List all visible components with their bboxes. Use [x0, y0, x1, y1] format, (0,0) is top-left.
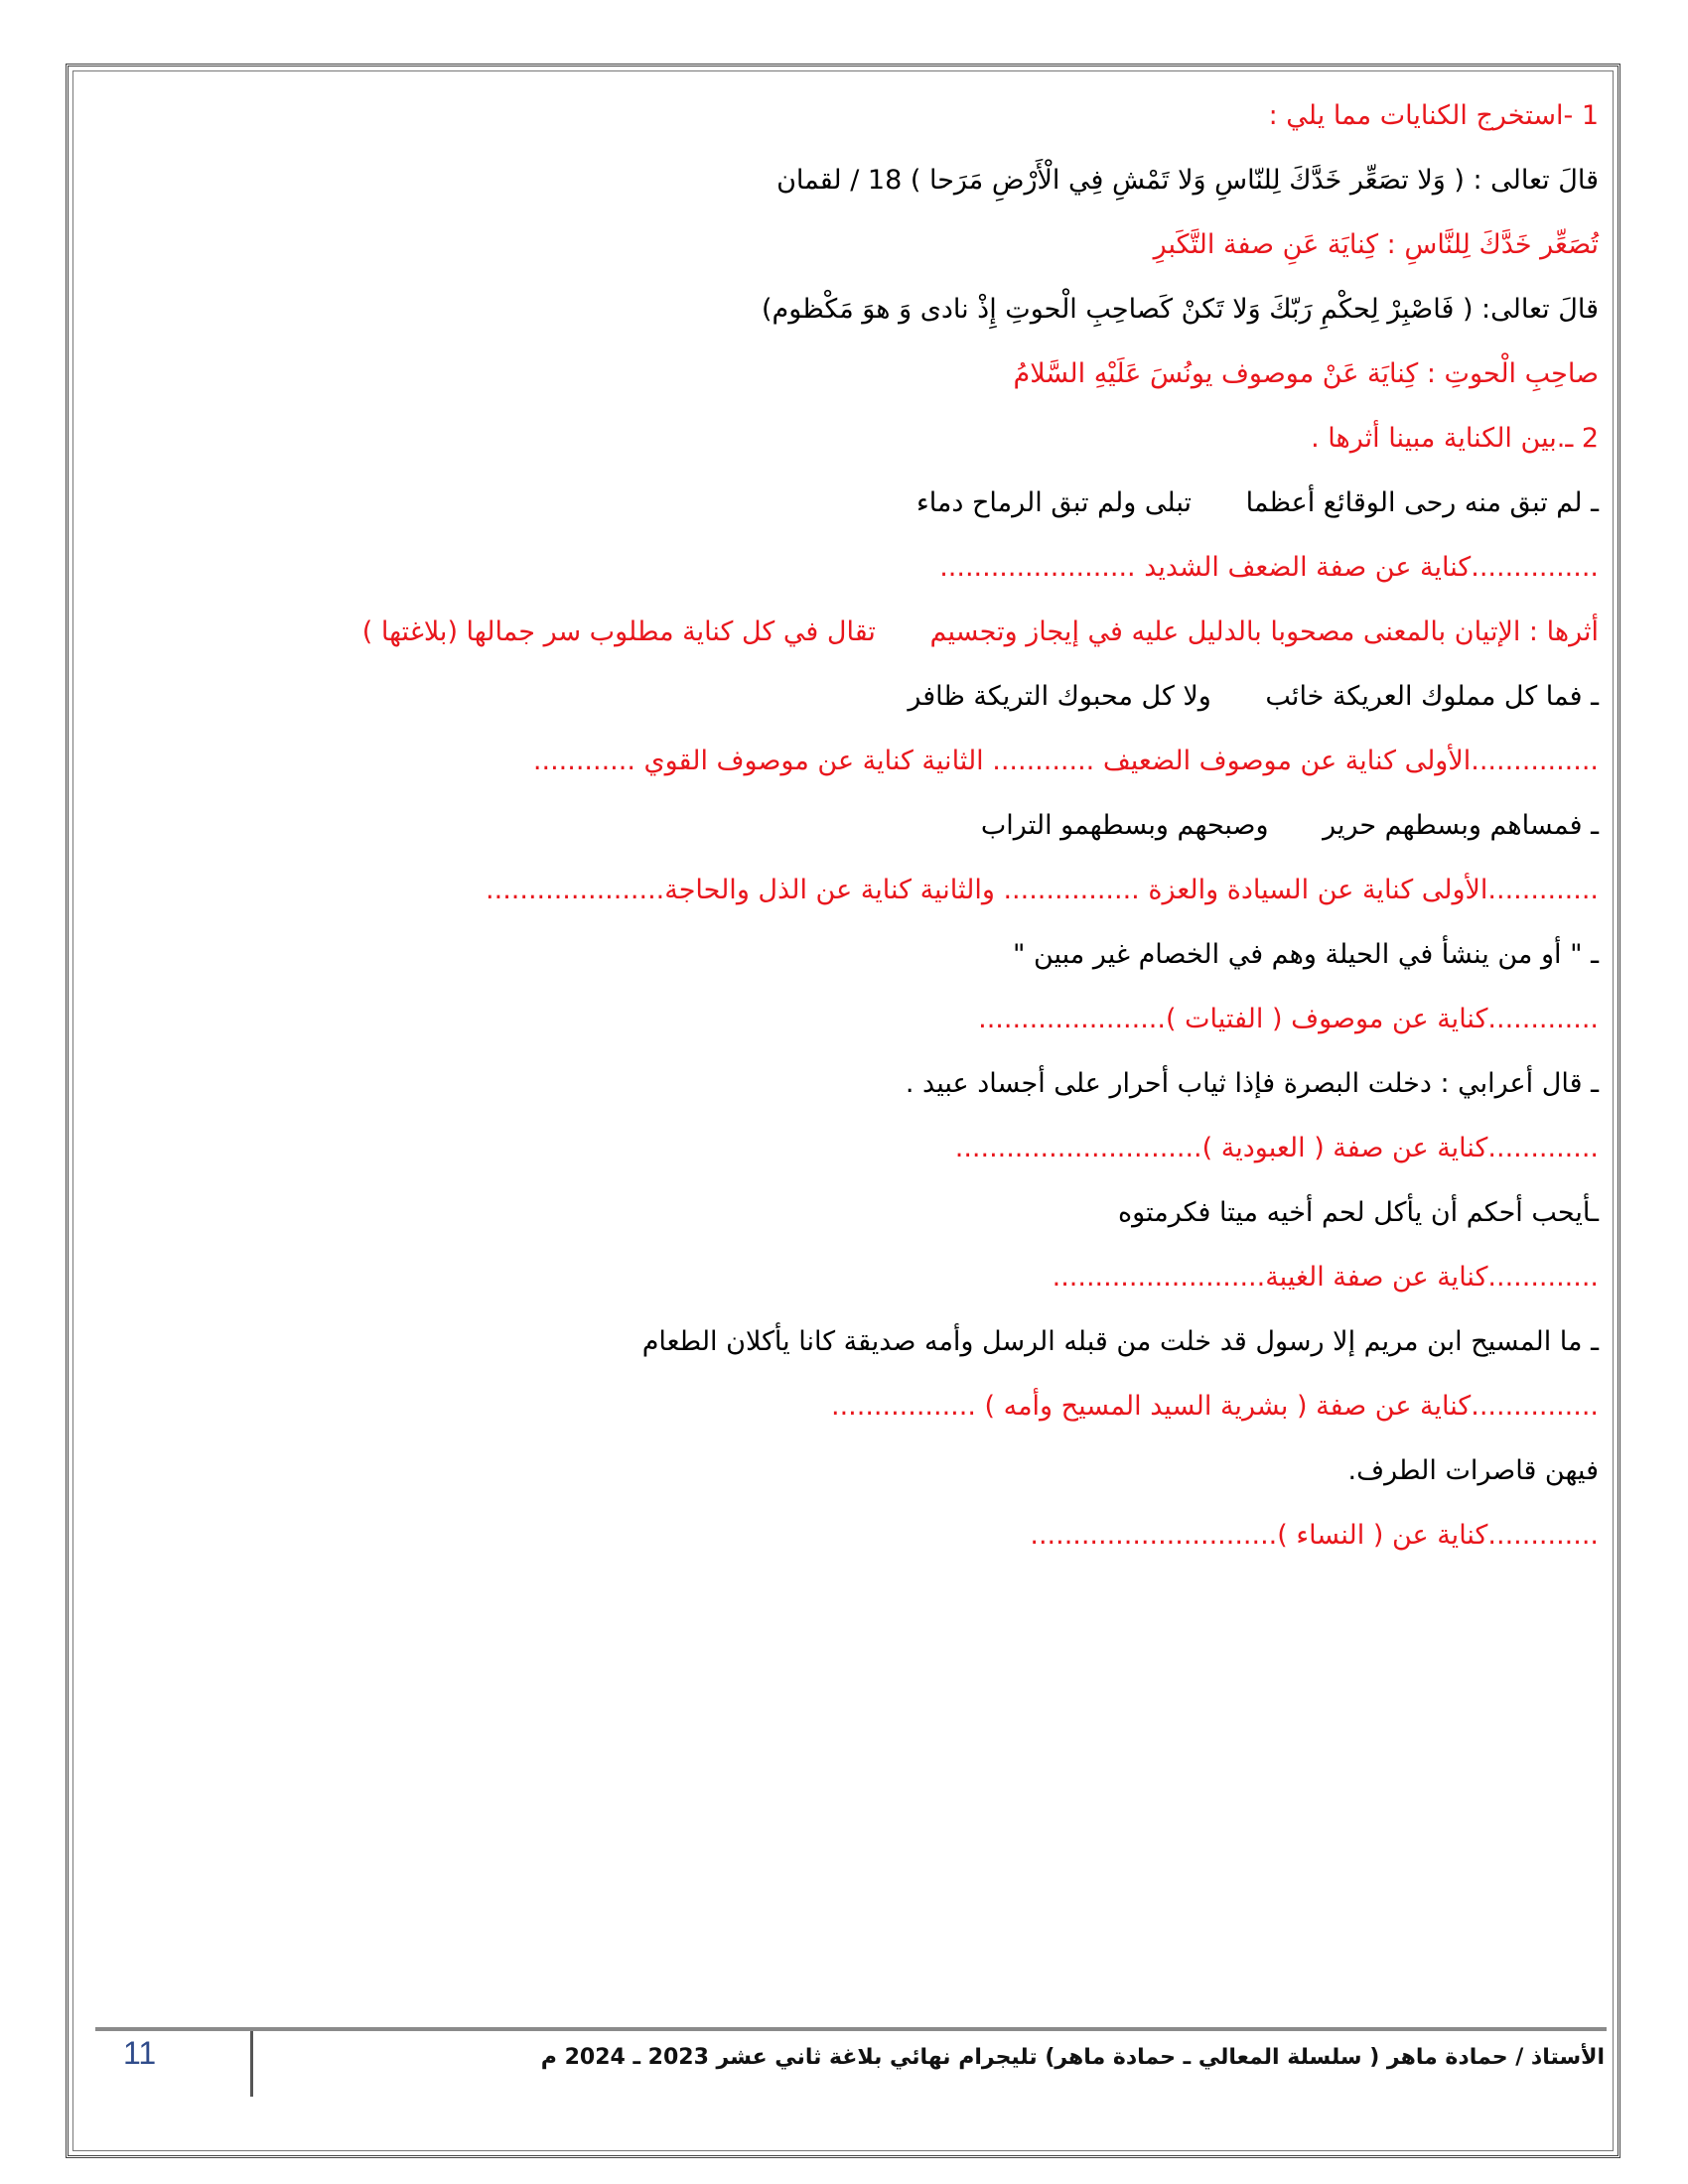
answer-women: .............كناية عن ( النساء )............................. — [1030, 1520, 1599, 1551]
effect-note — [89, 600, 1599, 664]
document-body — [89, 83, 1599, 1568]
answer-girls: .............كناية عن موصوف ( الفتيات )...................... — [978, 1004, 1599, 1034]
answer-weakness: ...............كناية عن صفة الضعف الشديد ....................... — [939, 552, 1599, 583]
poem-line-1-second-half: تبلى ولم تبق الرماح دماء — [916, 487, 1193, 518]
poem-line-2 — [89, 664, 1599, 729]
poem-line-3-first-half: ـ فمساهم وبسطهم حرير — [1323, 810, 1599, 841]
verse-girls: ـ " أو من ينشأ في الحيلة وهم في الخصام غير مبين " — [1012, 939, 1599, 970]
answer-kinaya-yunus: صاحِبِ الْحوتِ : كِنايَة عَنْ موصوف يونُسَ عَلَيْهِ السَّلامُ — [1013, 358, 1599, 389]
verse-backbiting: ـأيحب أحكم أن يأكل لحم أخيه ميتا فكرمتوه — [1118, 1197, 1599, 1228]
answer-glory-humility: .............الأولى كناية عن السيادة والعزة ................ والثانية كناية عن الذل والحاجة..................... — [486, 875, 1599, 905]
poem-line-3 — [89, 793, 1599, 858]
answer-humanity: ...............كناية عن صفة ( بشرية السيد المسيح وأمه ) ................. — [831, 1391, 1599, 1422]
effect-note-main: أثرها : الإتيان بالمعنى مصحوبا بالدليل عليه في إيجاز وتجسيم — [929, 616, 1599, 647]
bedouin-saying: ـ قال أعرابي : دخلت البصرة فإذا ثياب أحرار على أجساد عبيد . — [905, 1068, 1599, 1099]
effect-note-hint: تقال في كل كناية مطلوب سر جمالها (بلاغتها ) — [361, 616, 876, 647]
poem-line-3-second-half: وصبحهم وبسطهمو التراب — [980, 810, 1269, 841]
page-number: 11 — [123, 2035, 157, 2071]
poem-line-2-second-half: ولا كل محبوك التريكة ظافر — [908, 681, 1211, 712]
section-2-title: 2 ـ.بين الكناية مبينا أثرها . — [1311, 423, 1599, 454]
verse-luqman: قالَ تعالى : ( وَلا تصَعِّر خَدَّكَ لِلنّاسِ وَلا تَمْشِ فِي الْأَرْضِ مَرَحا ) 18 / لقمان — [776, 165, 1599, 196]
footer-rule — [95, 2027, 1607, 2031]
poem-line-1 — [89, 471, 1599, 535]
answer-servitude: .............كناية عن صفة ( العبودية )............................. — [954, 1133, 1599, 1163]
footer-credit: الأستاذ / حمادة ماهر ( سلسلة المعالي ـ حمادة ماهر) تليجرام نهائي بلاغة ثاني عشر 2023 ـ 2024 م — [540, 2045, 1605, 2070]
verse-qalam: قالَ تعالى: ( فَاصْبِرْ لِحكْمِ رَبّكَ وَلا تَكنْ كَصاحِبِ الْحوتِ إِذْ نادى وَ هوَ مَكْظوم) — [762, 294, 1599, 325]
poem-line-1-first-half: ـ لم تبق منه رحى الوقائع أعظما — [1245, 487, 1599, 518]
footer-divider — [250, 2031, 253, 2097]
poem-line-2-first-half: ـ فما كل مملوك العريكة خائب — [1265, 681, 1599, 712]
section-1-title: 1 -استخرج الكنايات مما يلي : — [1268, 100, 1599, 131]
verse-messiah: ـ ما المسيح ابن مريم إلا رسول قد خلت من قبله الرسل وأمه صديقة كانا يأكلان الطعام — [641, 1326, 1599, 1357]
answer-backbiting: .............كناية عن صفة الغيبة......................... — [1052, 1262, 1599, 1293]
answer-kinaya-arrogance: تُصَعِّر خَدَّكَ لِلنَّاسِ : كِنايَة عَنِ صفة التَّكَبرِ — [1153, 229, 1599, 260]
answer-weak-strong: ...............الأولى كناية عن موصوف الضعيف ............ الثانية كناية عن موصوف القوي ............ — [532, 746, 1599, 776]
verse-women: فيهن قاصرات الطرف. — [1347, 1455, 1599, 1486]
